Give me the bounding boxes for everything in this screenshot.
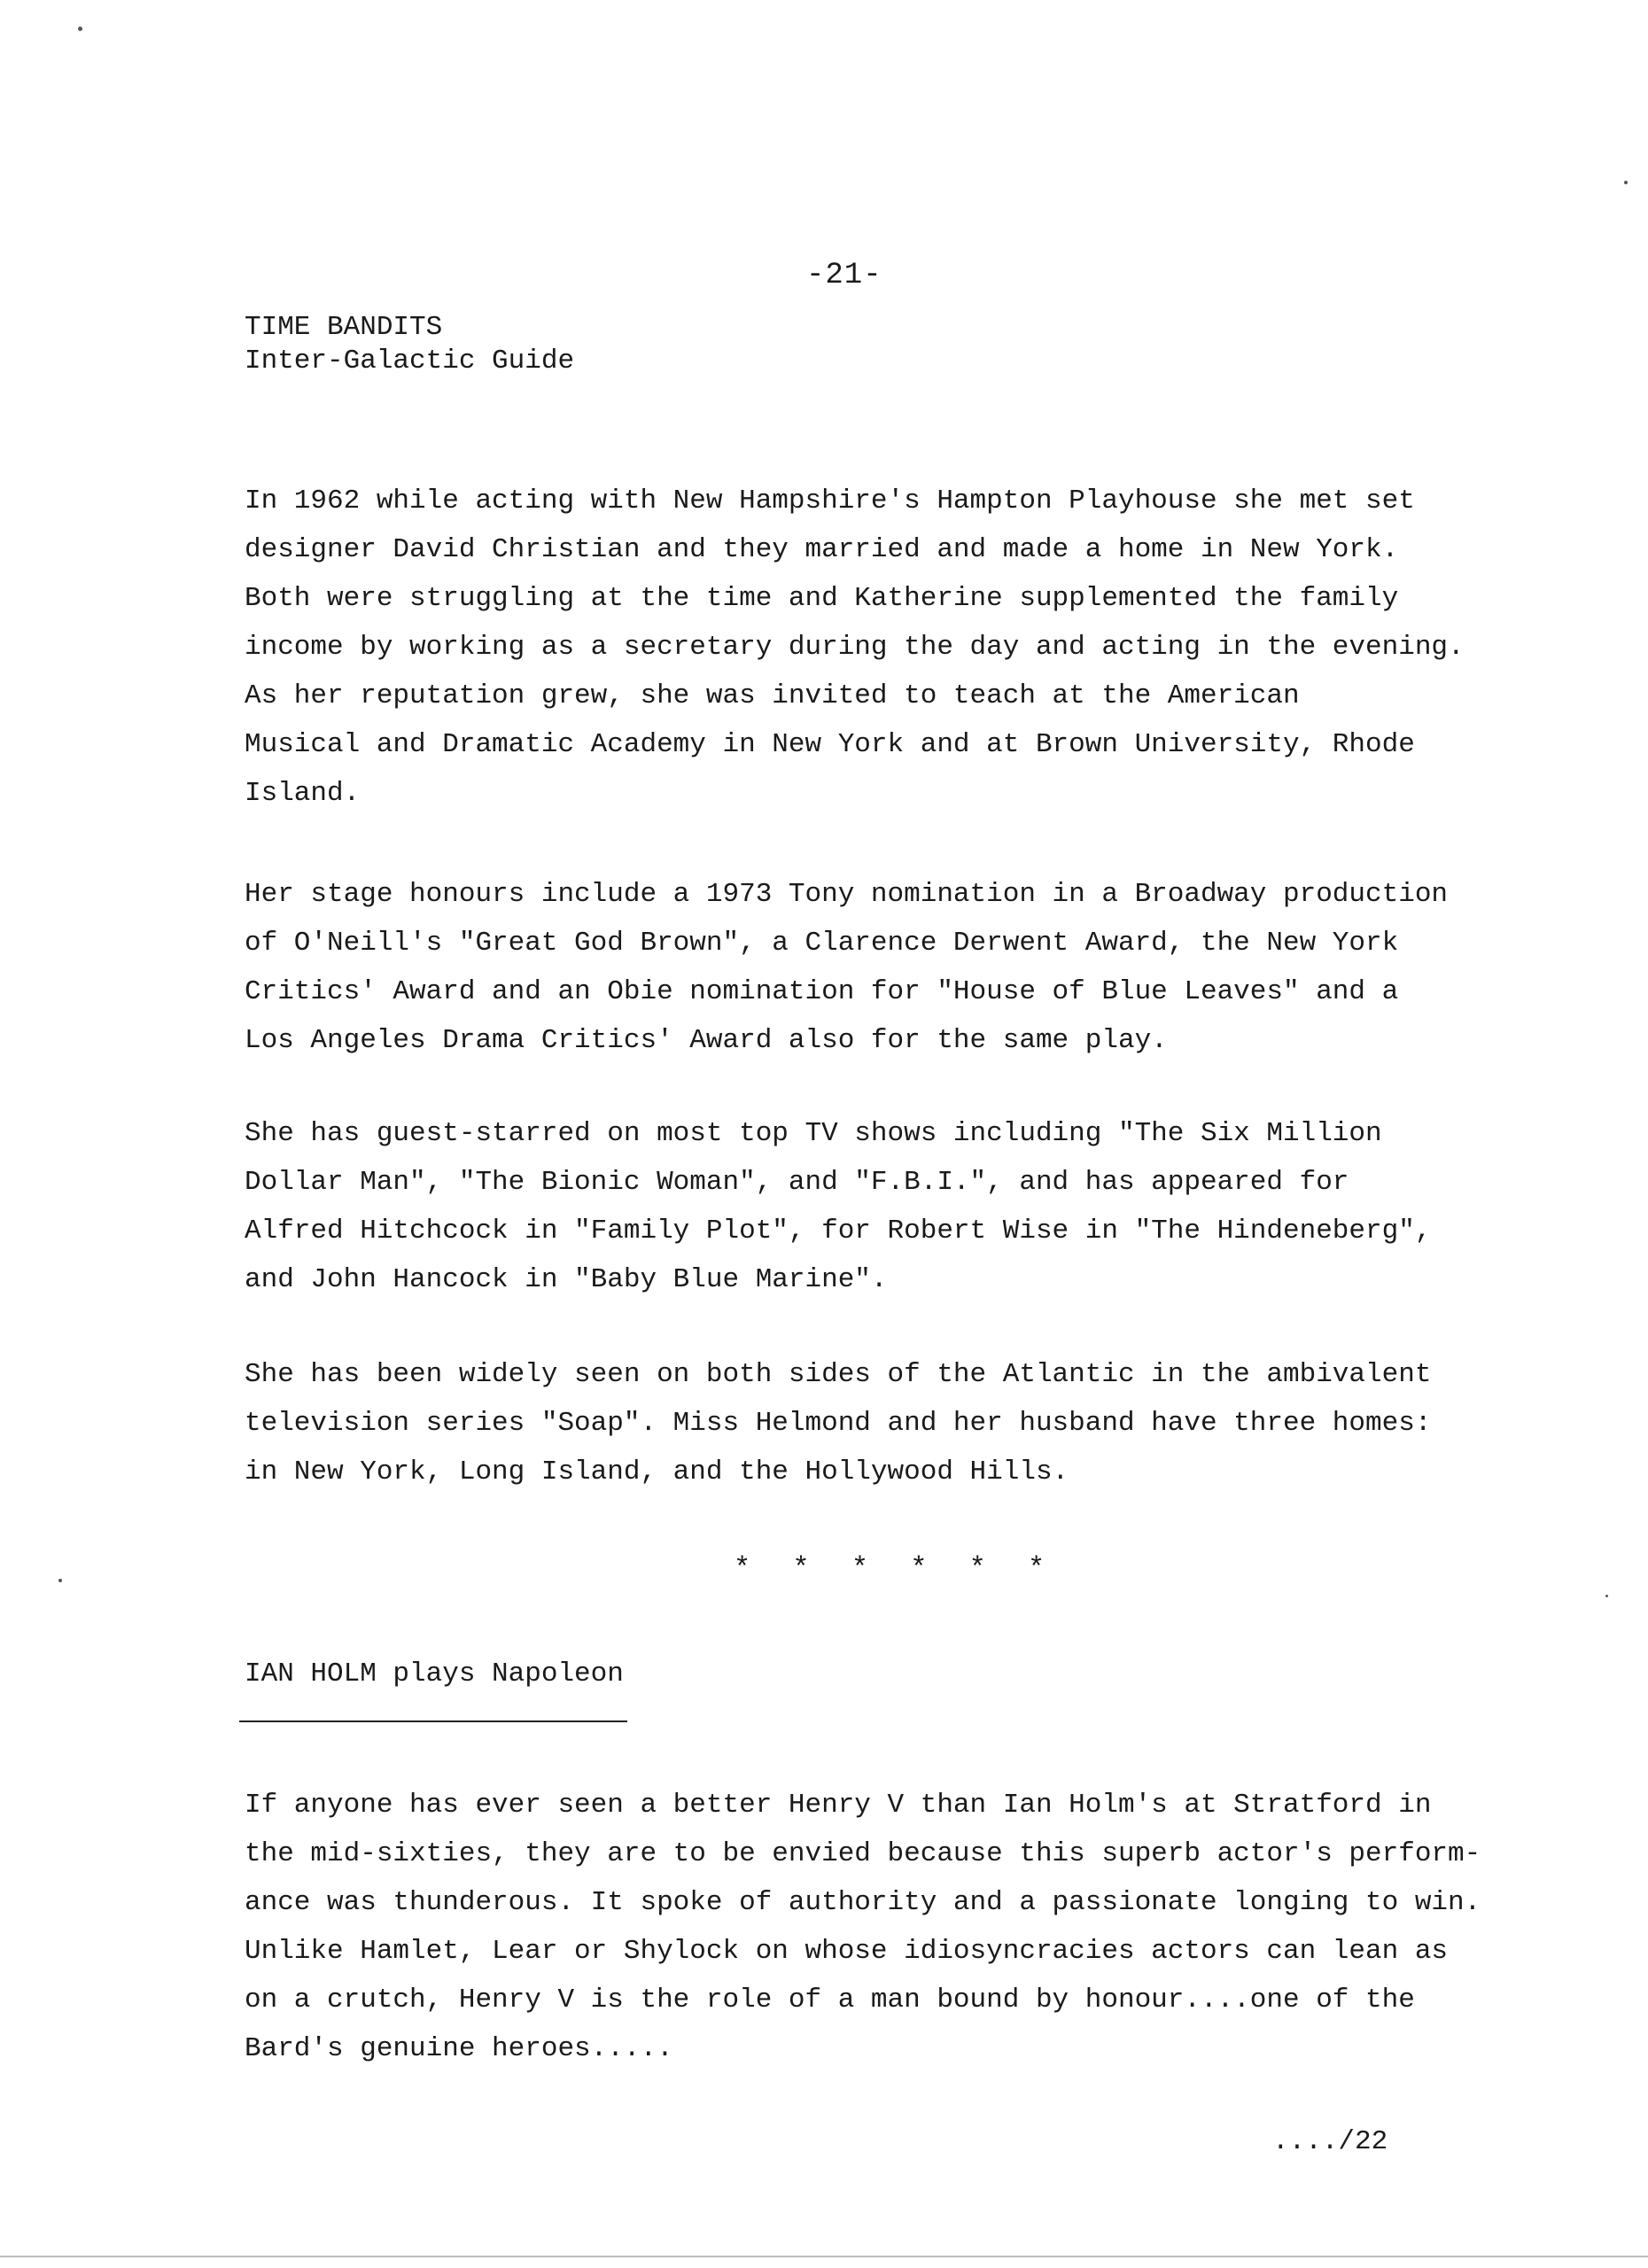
text-line: Dollar Man", "The Bionic Woman", and "F.B.I.", and has appeared for xyxy=(245,1167,1349,1198)
text-line: designer David Christian and they married and made a home in New York. xyxy=(245,534,1399,565)
text-line: Both were struggling at the time and Katherine supplemented the family xyxy=(245,583,1399,614)
text-line: Alfred Hitchcock in "Family Plot", for Robert Wise in "The Hindeneberg", xyxy=(245,1216,1432,1247)
scan-speck xyxy=(1624,181,1628,184)
text-line: in New York, Long Island, and the Hollywood Hills. xyxy=(245,1456,1069,1487)
text-line: ance was thunderous. It spoke of authority and a passionate longing to win. xyxy=(245,1887,1481,1918)
document-subtitle: Inter-Galactic Guide xyxy=(245,346,575,377)
text-line: of O'Neill's "Great God Brown", a Clarence Derwent Award, the New York xyxy=(245,928,1399,959)
biography-paragraph-3 xyxy=(245,1109,1503,1304)
text-line: the mid-sixties, they are to be envied because this superb actor's perform- xyxy=(245,1838,1481,1869)
page-edge-line xyxy=(0,2256,1648,2257)
text-line: Los Angeles Drama Critics' Award also for the same play. xyxy=(245,1025,1168,1056)
page-number: -21- xyxy=(806,259,882,292)
scan-speck xyxy=(58,1579,62,1582)
text-line: Island. xyxy=(245,778,361,809)
heading-underline xyxy=(239,1720,627,1722)
text-line: Musical and Dramatic Academy in New York and at Brown University, Rhode xyxy=(245,729,1415,760)
biography-paragraph-4 xyxy=(245,1350,1503,1496)
section-separator: * * * * * * xyxy=(734,1552,1058,1585)
text-line: If anyone has ever seen a better Henry V than Ian Holm's at Stratford in xyxy=(245,1790,1432,1821)
text-line: television series "Soap". Miss Helmond and her husband have three homes: xyxy=(245,1408,1432,1439)
text-line: She has guest-starred on most top TV shows including "The Six Million xyxy=(245,1118,1382,1149)
text-line: and John Hancock in "Baby Blue Marine". xyxy=(245,1264,888,1295)
text-line: Her stage honours include a 1973 Tony nomination in a Broadway production xyxy=(245,879,1449,910)
document-title: TIME BANDITS xyxy=(245,312,443,343)
text-line: Unlike Hamlet, Lear or Shylock on whose idiosyncracies actors can lean as xyxy=(245,1936,1449,1967)
text-line: income by working as a secretary during the day and acting in the evening. xyxy=(245,632,1465,663)
text-line: She has been widely seen on both sides of the Atlantic in the ambivalent xyxy=(245,1359,1432,1390)
text-line: As her reputation grew, she was invited to teach at the American xyxy=(245,680,1300,711)
text-line: on a crutch, Henry V is the role of a man bound by honour....one of the xyxy=(245,1984,1415,2016)
scan-speck xyxy=(78,27,82,31)
scan-speck xyxy=(1605,1595,1608,1597)
text-line: In 1962 while acting with New Hampshire's Hampton Playhouse she met set xyxy=(245,485,1415,517)
text-line: Bard's genuine heroes..... xyxy=(245,2033,673,2064)
section-paragraph xyxy=(245,1781,1503,2073)
text-line: Critics' Award and an Obie nomination for "House of Blue Leaves" and a xyxy=(245,976,1399,1007)
biography-paragraph-2 xyxy=(245,870,1503,1065)
biography-paragraph-1 xyxy=(245,477,1503,818)
section-heading: IAN HOLM plays Napoleon xyxy=(245,1658,624,1689)
continued-marker: ..../22 xyxy=(1272,2126,1388,2157)
